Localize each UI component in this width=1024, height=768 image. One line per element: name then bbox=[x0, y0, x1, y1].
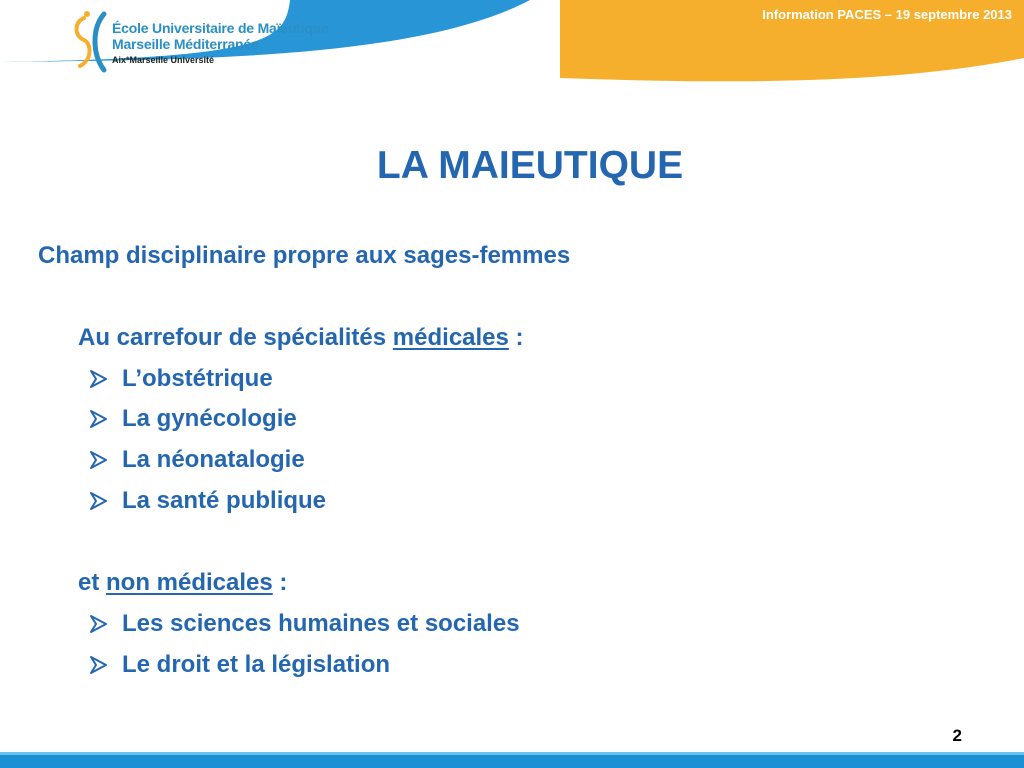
arrow-bullet-icon bbox=[88, 450, 108, 470]
list-item-label: La gynécologie bbox=[122, 405, 297, 432]
non-medical-heading-suffix: : bbox=[272, 569, 288, 596]
non-medical-heading bbox=[78, 569, 287, 597]
logo-mark-icon bbox=[70, 8, 110, 74]
medical-heading bbox=[78, 324, 524, 352]
list-item-label: La santé publique bbox=[122, 487, 327, 514]
non-medical-heading-prefix: et bbox=[78, 569, 107, 596]
arrow-bullet-icon bbox=[88, 491, 108, 511]
non-medical-heading-keyword: non médicales bbox=[106, 569, 273, 596]
arrow-bullet-icon bbox=[88, 369, 108, 389]
arrow-bullet-icon bbox=[88, 409, 108, 429]
logo-school-name-line1: École Universitaire de Maïeutique bbox=[112, 20, 329, 36]
arrow-bullet-icon bbox=[88, 655, 108, 675]
slide-title: LA MAIEUTIQUE bbox=[376, 144, 684, 187]
medical-heading-keyword: médicales bbox=[392, 324, 509, 351]
page-number: 2 bbox=[952, 726, 962, 745]
logo-university-name: Aix*Marseille Université bbox=[112, 55, 215, 65]
logo-school-name-line2: Marseille Méditerranée bbox=[112, 36, 259, 52]
list-item-label: L’obstétrique bbox=[122, 365, 273, 392]
header-info-text: Information PACES – 19 septembre 2013 bbox=[762, 7, 1012, 22]
slide-subtitle: Champ disciplinaire propre aux sages-femmes bbox=[38, 242, 571, 269]
school-logo bbox=[70, 8, 329, 74]
medical-heading-suffix: : bbox=[508, 324, 524, 351]
medical-heading-prefix: Au carrefour de spécialités bbox=[78, 324, 393, 351]
list-item-label: Les sciences humaines et sociales bbox=[122, 610, 520, 637]
footer-highlight bbox=[0, 752, 1024, 755]
list-item-label: Le droit et la législation bbox=[122, 651, 391, 678]
list-item-label: La néonatalogie bbox=[122, 446, 305, 473]
arrow-bullet-icon bbox=[88, 614, 108, 634]
